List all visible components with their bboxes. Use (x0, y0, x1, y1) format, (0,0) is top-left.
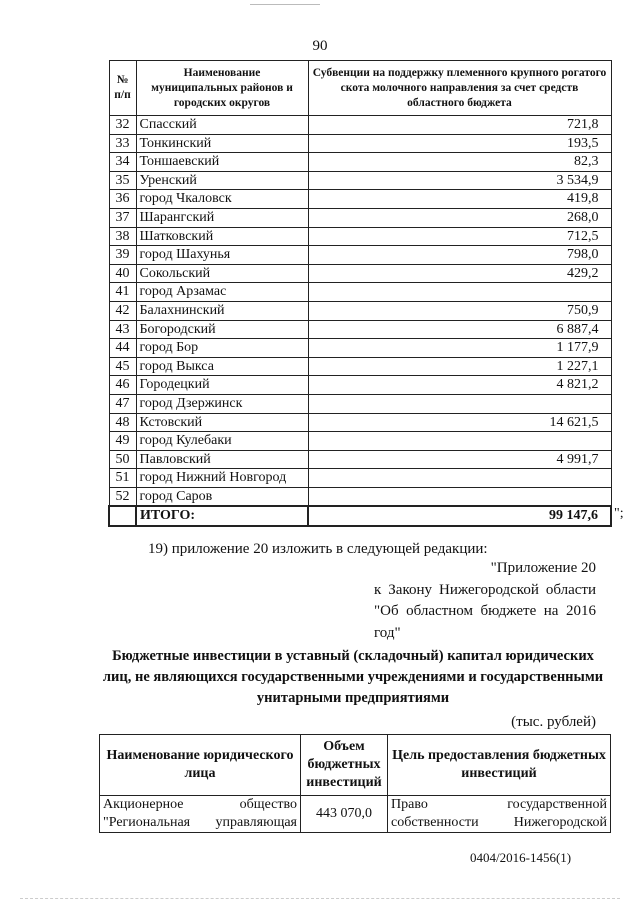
municipality-name: Богородский (136, 320, 308, 339)
subsidy-value: 429,2 (308, 264, 611, 283)
table-row (109, 264, 611, 283)
row-number: 33 (109, 134, 136, 153)
purpose-cell (388, 796, 611, 833)
table-row (109, 283, 611, 302)
row-number: 48 (109, 413, 136, 432)
legal-entity-line-1: Акционерное общество (103, 797, 297, 812)
row-number: 45 (109, 357, 136, 376)
document-code: 0404/2016-1456(1) (470, 850, 572, 865)
total-row (109, 506, 611, 526)
subsidy-value: 1 227,1 (308, 357, 611, 376)
total-value: 99 147,6 (308, 506, 611, 526)
subsidy-value (308, 487, 611, 506)
municipality-name: город Чкаловск (136, 190, 308, 209)
municipality-name: Сокольский (136, 264, 308, 283)
appendix-line-1: "Приложение 20 (490, 560, 596, 576)
municipality-name: Кстовский (136, 413, 308, 432)
appendix-line-4: год" (374, 624, 401, 641)
appendix-caption (374, 558, 596, 644)
header-subsidy: Субвенции на поддержку племенного крупного рогатого скота молочного направления за счет средств областного бюджета (308, 61, 611, 116)
municipality-name: город Бор (136, 339, 308, 358)
row-number: 49 (109, 432, 136, 451)
legal-entity-cell (100, 796, 301, 833)
subsidy-value: 3 534,9 (308, 171, 611, 190)
legal-entity-line-2: "Региональная управляющая (103, 815, 297, 830)
units-label: (тыс. рублей) (511, 714, 596, 730)
subsidy-value: 6 887,4 (308, 320, 611, 339)
row-number: 32 (109, 116, 136, 135)
row-number: 42 (109, 301, 136, 320)
row-number: 38 (109, 227, 136, 246)
subsidy-value: 419,8 (308, 190, 611, 209)
section-heading: Бюджетные инвестиции в уставный (складочный) капитал юридических лиц, не являющихся государственными учреждениями и государственными унитарными предприятиями (102, 648, 604, 706)
investment-table-header (100, 735, 611, 796)
total-label: ИТОГО: (136, 506, 308, 526)
row-number: 43 (109, 320, 136, 339)
table-row (109, 227, 611, 246)
row-number: 34 (109, 153, 136, 172)
row-number: 39 (109, 246, 136, 265)
subsidy-value: 750,9 (308, 301, 611, 320)
top-scan-line (250, 4, 320, 5)
subsidy-table-body (109, 116, 611, 507)
municipality-name: Спасский (136, 116, 308, 135)
row-number: 52 (109, 487, 136, 506)
subsidy-value: 712,5 (308, 227, 611, 246)
row-number: 40 (109, 264, 136, 283)
table-row (109, 190, 611, 209)
row-number: 44 (109, 339, 136, 358)
table-row (109, 134, 611, 153)
table-row (109, 487, 611, 506)
subsidy-value: 721,8 (308, 116, 611, 135)
row-number: 37 (109, 208, 136, 227)
municipality-name: Шатковский (136, 227, 308, 246)
header-volume: Объем бюджетных инвестиций (301, 735, 388, 796)
subsidy-value: 798,0 (308, 246, 611, 265)
subsidy-value (308, 469, 611, 488)
header-legal-entity: Наименование юридического лица (100, 735, 301, 796)
row-number: 47 (109, 394, 136, 413)
subsidy-table (108, 60, 612, 527)
investment-table (99, 734, 611, 833)
subsidy-value: 82,3 (308, 153, 611, 172)
table-row (109, 469, 611, 488)
municipality-name: город Саров (136, 487, 308, 506)
volume-cell: 443 070,0 (301, 796, 388, 833)
table-row (109, 394, 611, 413)
row-number: 36 (109, 190, 136, 209)
paragraph-19: 19) приложение 20 изложить в следующей редакции: (148, 541, 488, 557)
municipality-name: Балахнинский (136, 301, 308, 320)
municipality-name: город Кулебаки (136, 432, 308, 451)
table-row (109, 171, 611, 190)
subsidy-value: 193,5 (308, 134, 611, 153)
subsidy-value: 4 991,7 (308, 450, 611, 469)
municipality-name: Уренский (136, 171, 308, 190)
municipality-name: Павловский (136, 450, 308, 469)
municipality-name: город Шахунья (136, 246, 308, 265)
closing-quote: "; (614, 506, 624, 521)
table-row (109, 357, 611, 376)
purpose-line-2: собственности Нижегородской (391, 815, 607, 830)
bottom-scan-line (20, 898, 620, 899)
header-purpose: Цель предоставления бюджетных инвестиций (388, 735, 611, 796)
total-num-cell (109, 506, 136, 526)
subsidy-value: 1 177,9 (308, 339, 611, 358)
municipality-name: Городецкий (136, 376, 308, 395)
appendix-line-2: к Закону Нижегородской области (374, 581, 596, 598)
row-number: 50 (109, 450, 136, 469)
table-row (109, 450, 611, 469)
subsidy-value (308, 394, 611, 413)
table-row (109, 246, 611, 265)
page-number: 90 (312, 38, 328, 54)
table-row (109, 208, 611, 227)
table-row (109, 153, 611, 172)
table-row (109, 301, 611, 320)
row-number: 35 (109, 171, 136, 190)
table-row (109, 320, 611, 339)
subsidy-value: 268,0 (308, 208, 611, 227)
subsidy-value: 4 821,2 (308, 376, 611, 395)
municipality-name: город Выкса (136, 357, 308, 376)
row-number: 41 (109, 283, 136, 302)
purpose-line-1: Право государственной (391, 797, 607, 812)
table-row (109, 432, 611, 451)
subsidy-table-header (109, 61, 611, 116)
header-num: № п/п (109, 61, 136, 116)
table-row (109, 376, 611, 395)
table-row (109, 339, 611, 358)
municipality-name: город Нижний Новгород (136, 469, 308, 488)
municipality-name: город Дзержинск (136, 394, 308, 413)
row-number: 51 (109, 469, 136, 488)
municipality-name: Тонкинский (136, 134, 308, 153)
subsidy-value: 14 621,5 (308, 413, 611, 432)
investment-row (100, 796, 611, 833)
municipality-name: Шарангский (136, 208, 308, 227)
table-row (109, 116, 611, 135)
header-municipality: Наименование муниципальных районов и городских округов (136, 61, 308, 116)
subsidy-value (308, 283, 611, 302)
table-row (109, 413, 611, 432)
appendix-line-3: "Об областном бюджете на 2016 (374, 603, 596, 619)
municipality-name: Тоншаевский (136, 153, 308, 172)
subsidy-value (308, 432, 611, 451)
row-number: 46 (109, 376, 136, 395)
municipality-name: город Арзамас (136, 283, 308, 302)
